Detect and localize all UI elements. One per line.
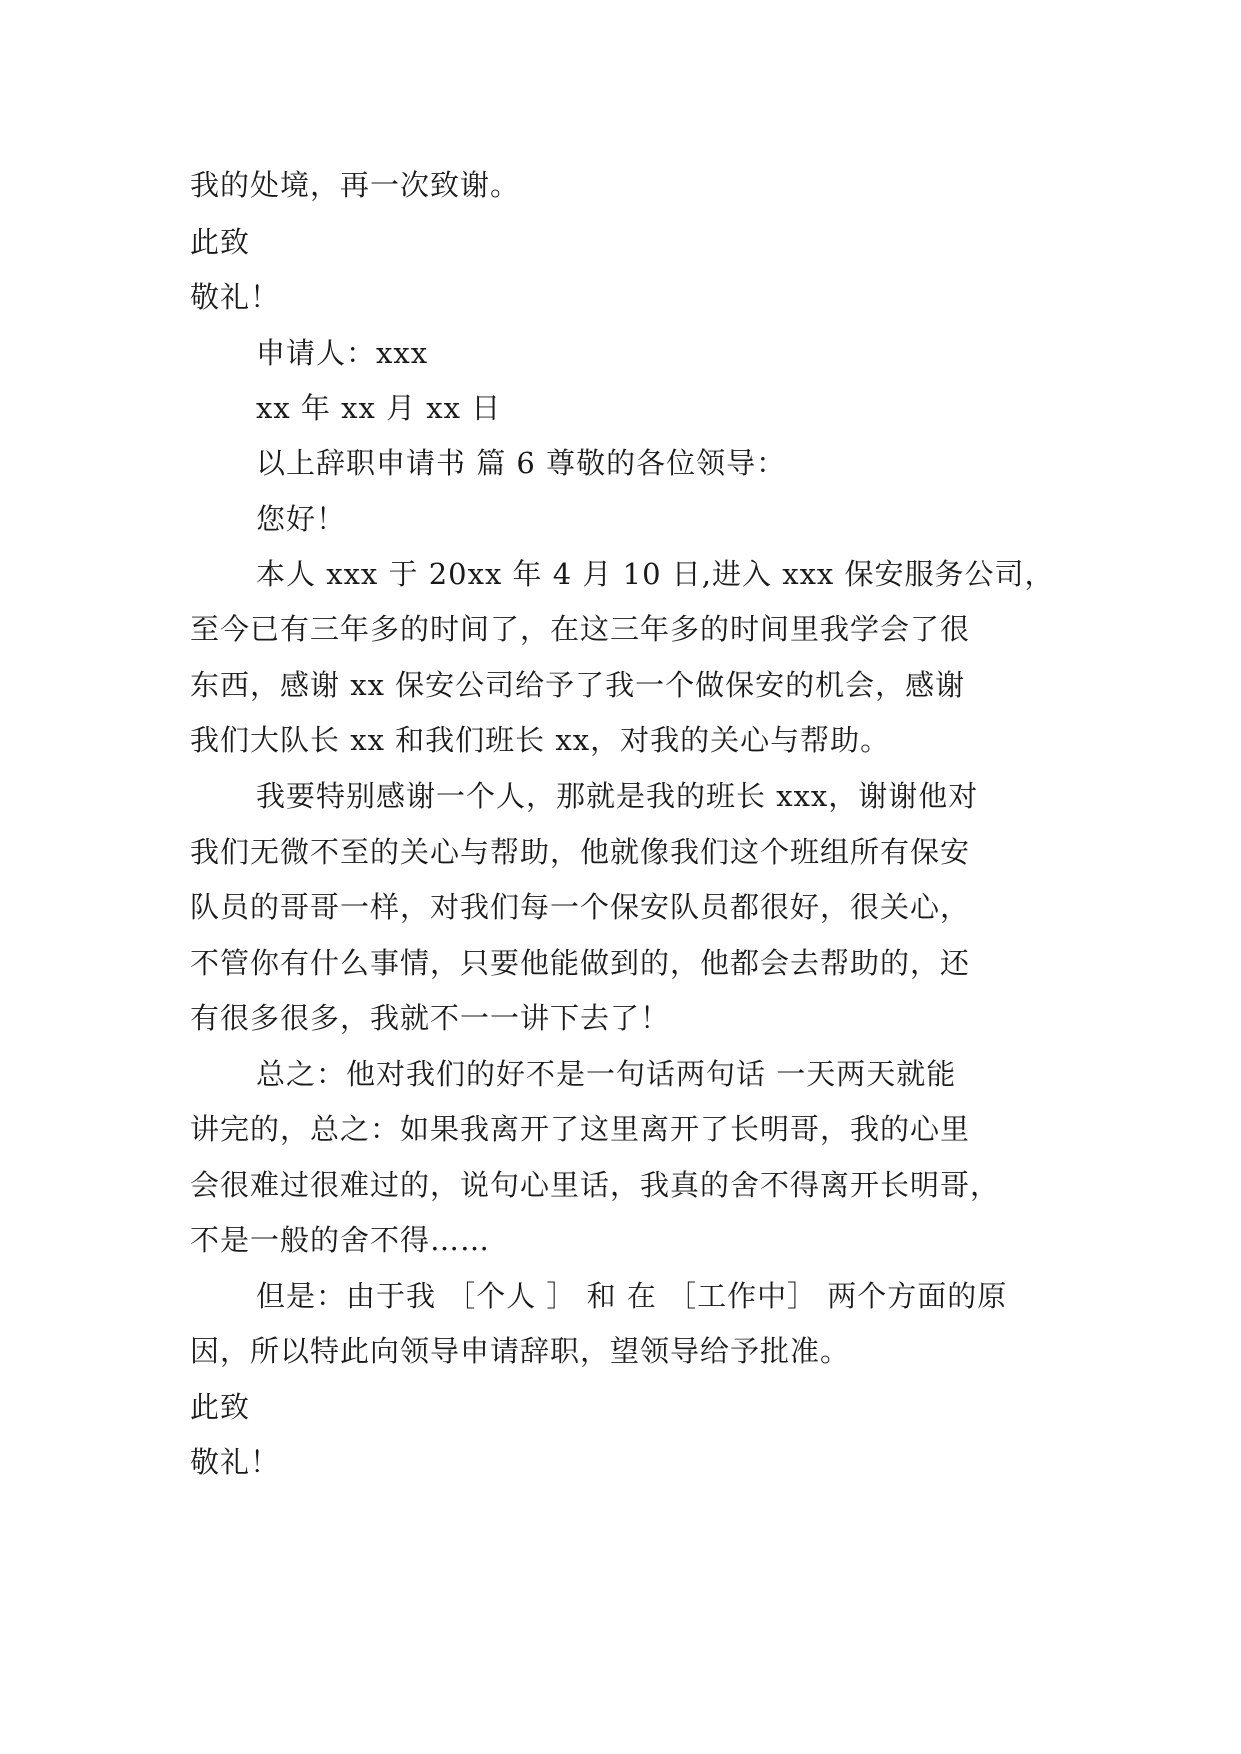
salutation-cizhi: 此致 <box>190 225 251 259</box>
paragraph-3-line-4: 不是一般的舍不得…… <box>190 1223 491 1257</box>
paragraph-1-line-2: 至今已有三年多的时间了，在这三年多的时间里我学会了很 <box>190 612 971 646</box>
paragraph-1-line-3: 东西，感谢 xx 保安公司给予了我一个做保安的机会，感谢 <box>190 668 966 702</box>
paragraph-4-line-1: 但是：由于我 ［个人 ］ 和 在 ［工作中］ 两个方面的原 <box>256 1279 1008 1313</box>
paragraph-4-line-2: 因，所以特此向领导申请辞职，望领导给予批准。 <box>190 1334 851 1368</box>
closing-sentence: 我的处境，再一次致谢。 <box>190 168 521 202</box>
salutation-cizhi-2: 此致 <box>190 1390 251 1424</box>
paragraph-2-line-4: 不管你有什么事情，只要他能做到的，他都会去帮助的，还 <box>190 946 971 980</box>
paragraph-2-line-3: 队员的哥哥一样，对我们每一个保安队员都很好，很关心， <box>190 890 971 924</box>
date-line: xx 年 xx 月 xx 日 <box>256 391 502 425</box>
salutation-jingli-2: 敬礼！ <box>190 1445 281 1479</box>
section-heading: 以上辞职申请书 篇 6 尊敬的各位领导： <box>256 446 787 480</box>
paragraph-3-line-2: 讲完的，总之：如果我离开了这里离开了长明哥，我的心里 <box>190 1112 971 1146</box>
paragraph-3-line-3: 会很难过很难过的，说句心里话，我真的舍不得离开长明哥， <box>190 1168 1001 1202</box>
paragraph-2-line-1: 我要特别感谢一个人，那就是我的班长 xxx，谢谢他对 <box>256 779 979 813</box>
paragraph-1-line-1: 本人 xxx 于 20xx 年 4 月 10 日,进入 xxx 保安服务公司， <box>256 557 1055 591</box>
paragraph-3-line-1: 总之：他对我们的好不是一句话两句话 一天两天就能 <box>256 1057 957 1091</box>
salutation-jingli: 敬礼！ <box>190 280 281 314</box>
greeting: 您好！ <box>256 502 347 536</box>
paragraph-2-line-2: 我们无微不至的关心与帮助，他就像我们这个班组所有保安 <box>190 835 971 869</box>
paragraph-2-line-5: 有很多很多，我就不一一讲下去了！ <box>190 1001 671 1035</box>
applicant-line: 申请人：xxx <box>256 336 429 370</box>
paragraph-1-line-4: 我们大队长 xx 和我们班长 xx，对我的关心与帮助。 <box>190 723 891 757</box>
